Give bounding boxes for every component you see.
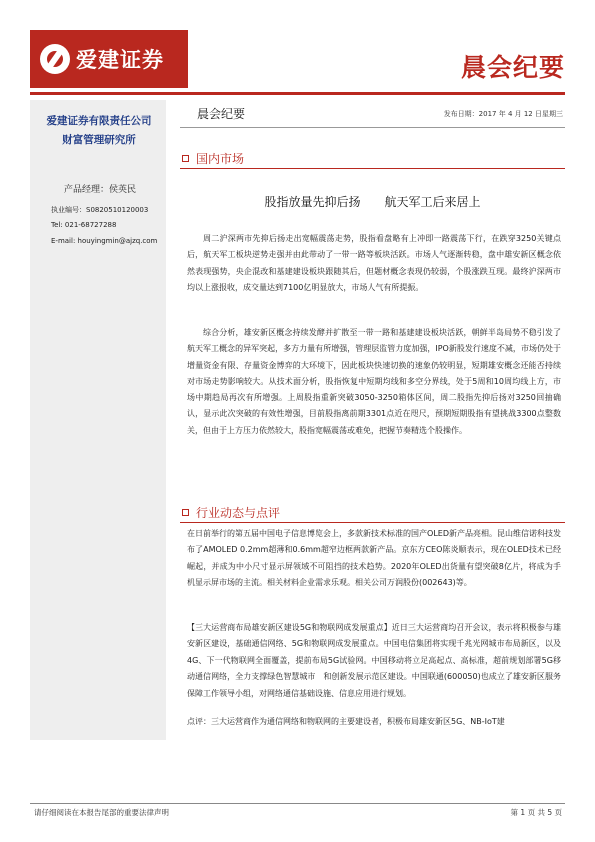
section-title: 行业动态与点评 [196, 506, 281, 520]
logo-mark-icon [40, 44, 70, 74]
email-link[interactable]: E-mail: houyingmin@ajzq.com [51, 237, 158, 245]
paragraph: 综合分析，雄安新区概念持续发酵并扩散至一带一路和基建建设板块活跃，朝鲜半岛局势不稳引发了航天军工概念的异军突起，多方力量有所增强，管理层监管力度加强，IPO新股发行速度不减，市场仍处于增量资金有限、存量资金博弈的大环境下，因此板块快速切换的速象仍较明显，短期雄安概念还能否持续对市场走势影响较大。从技术面分析，股指恢复中短期均线和多空分界线，处于5周和10周均线上方，市场中期趋局再次有所增强。上周股指重新突破3050-3250箱体区间，周二股指先抑后扬对3250回抽确认，显示此次突破的有效性增强，目前股指离前期3301点近在咫尺，预期短期股指有望挑战3300点整数关，但由于上方压力依然较大，股指宽幅震荡或难免，把握节奏精选个股操作。 [187, 328, 561, 435]
footer-divider [30, 803, 565, 804]
section-title: 国内市场 [196, 152, 245, 166]
brand-logo [30, 30, 188, 88]
paragraph: 【三大运营商布局雄安新区建设5G和物联网成发展重点】近日三大运营商均召开会议，表示将积极参与雄安新区建设，基础通信网络、5G和物联网成发展重点。中国电信集团将实现千兆光网城市布局新区，以及4G、下一代物联网全面覆盖，提前布局5G试验网。中国移动将立足高起点、高标准，超前规划部署5G移动通信网络，全力支撑绿色智慧城市 和创新发展示范区建设。中国联通(600050)也成立了雄安新区服务保障工作领导小组，对网络通信基础设施、信息应用进行规划。 [187, 623, 561, 698]
subheader-divider [180, 127, 565, 128]
square-bullet-icon [182, 155, 189, 162]
page-number: 第 1 页 共 5 页 [510, 808, 562, 817]
left-sidebar [30, 100, 166, 740]
section-divider [180, 168, 565, 169]
logo-text: 爱建证券 [76, 47, 164, 72]
paragraph: 在日前举行的第五届中国电子信息博览会上，多款新技术标准的国产OLED新产品亮相。昆山维信诺科技发布了AMOLED 0.2mm超薄和0.6mm超窄边框两款新产品。京东方CEO陈炎顺表示，现在OLED技术已经崛起，并成为中小尺寸显示屏领域不可阻挡的技术趋势。2020年OLED出货量有望突破8亿片，将成为手机显示屏市场的主流。相关材料企业需求乐观。相关公司万润股份(002643)等。 [187, 529, 561, 588]
section-divider [180, 522, 565, 523]
paragraph: 点评：三大运营商作为通信网络和物联网的主要建设者，积极布局雄安新区5G、NB-IoT建 [187, 717, 505, 726]
license-number: 执业编号：S0820510120003 [51, 206, 149, 214]
page-title: 晨会纪要 [460, 53, 565, 82]
report-subtitle: 晨会纪要 [197, 107, 246, 121]
legal-disclaimer: 请仔细阅读在本报告尾部的重要法律声明 [34, 808, 169, 817]
square-bullet-icon [182, 509, 189, 516]
header-divider [30, 92, 565, 95]
publish-date: 发布日期：2017 年 4 月 12 日星期三 [443, 110, 563, 118]
product-manager: 产品经理：侯英民 [64, 185, 137, 195]
paragraph: 周二沪深两市先抑后扬走出宽幅震荡走势，股指看盘略有上冲即一路震荡下行，在跌穿3250关键点后，航天军工板块逆势走强并由此带动了一带一路等板块活跃。市场人气逐渐转稳，盘中雄安新区概念依然表现强势，央企混改和基建建设板块跟随其后，但题材概念表现仍较弱，个股涨跌互现。最终沪深两市均以上涨报收，成交量达到7100亿明显放大，市场人气有所提振。 [187, 234, 561, 292]
company-name: 爱建证券有限责任公司 [46, 115, 152, 127]
section-domestic-market [182, 150, 244, 167]
section-headline: 股指放量先抑后扬 航天军工后来居上 [264, 195, 481, 209]
department-name: 财富管理研究所 [62, 134, 136, 146]
section-industry-news [182, 504, 280, 521]
telephone: Tel: 021-68727288 [51, 221, 117, 229]
